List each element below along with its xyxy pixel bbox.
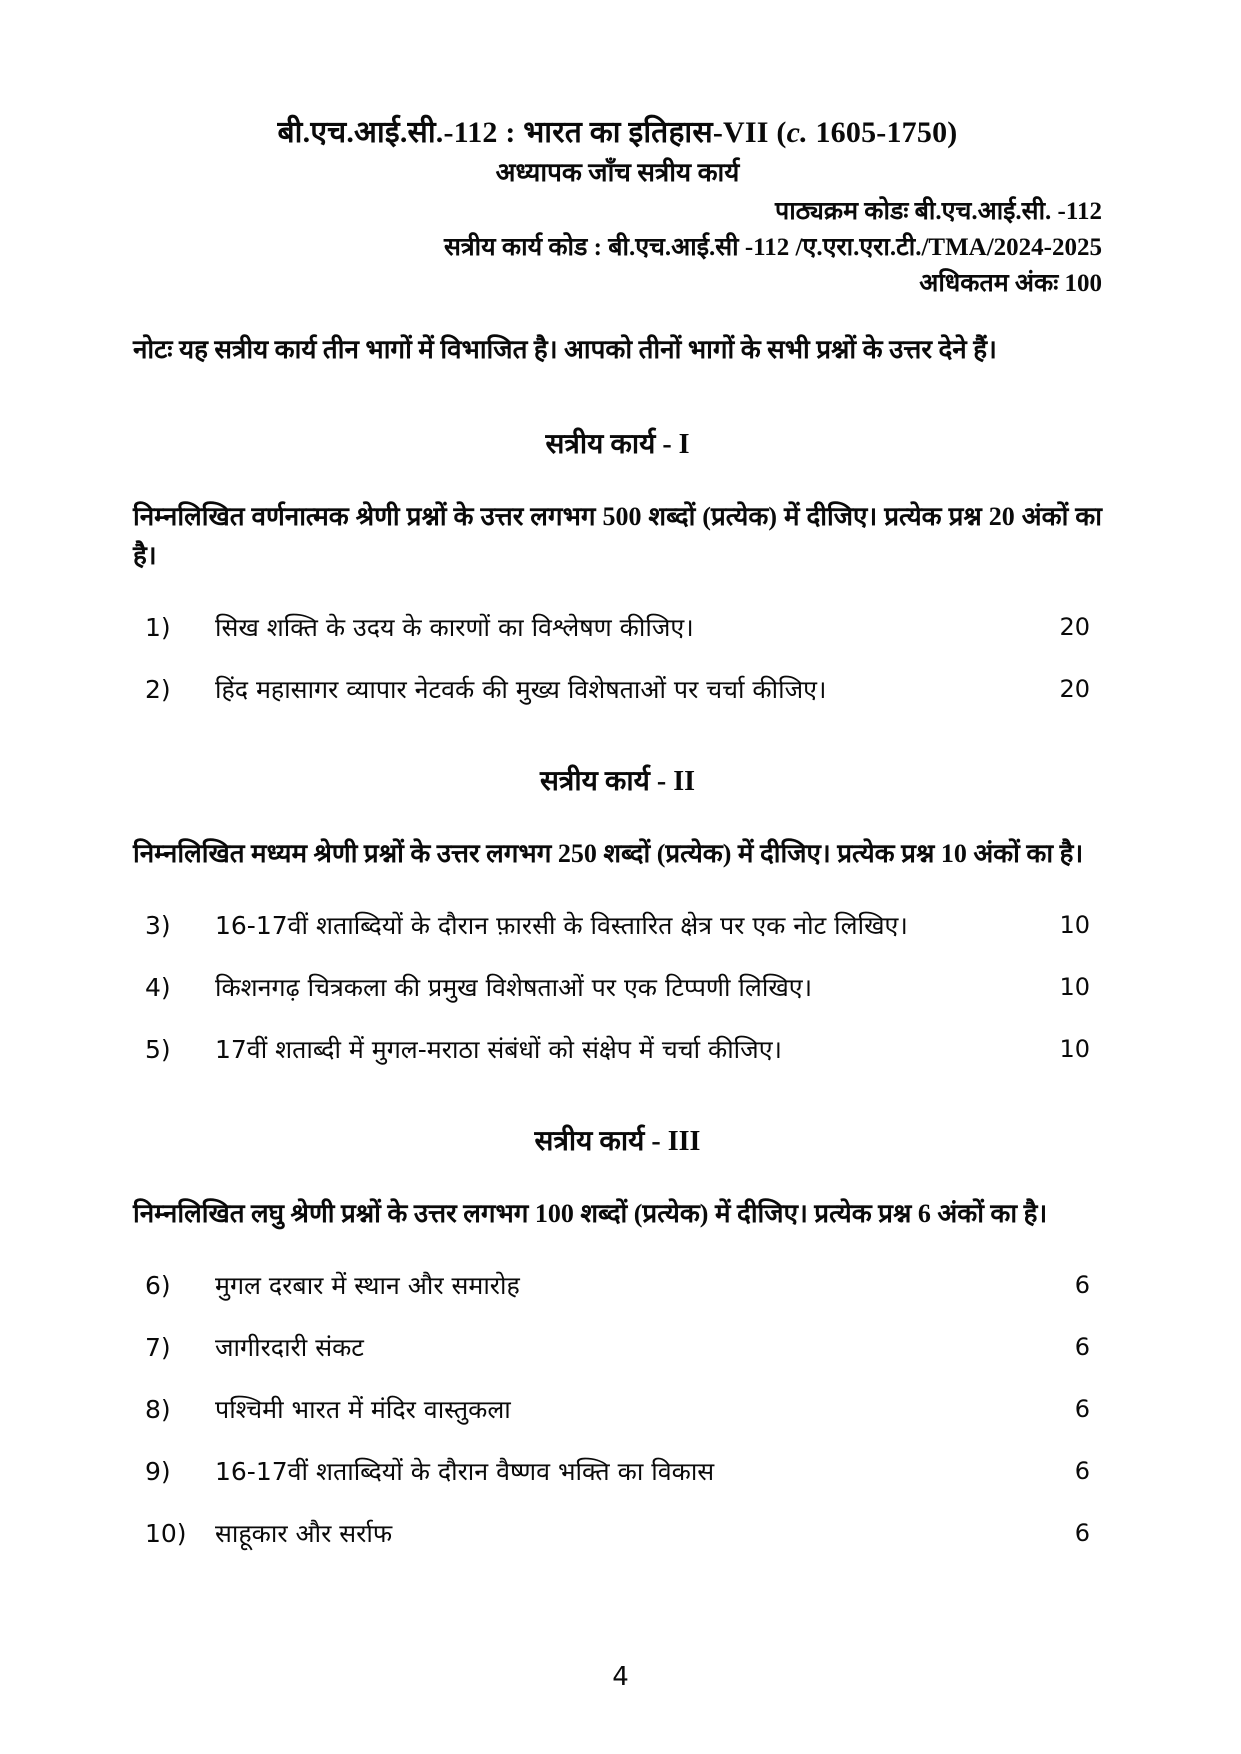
question-row: [133, 1393, 1102, 1426]
question-marks: 10: [1059, 973, 1090, 1001]
question-marks: 6: [1074, 1395, 1090, 1423]
question-marks: 20: [1059, 613, 1090, 641]
section-2-instructions: निम्नलिखित मध्यम श्रेणी प्रश्नों के उत्तर लगभग 250 शब्दों (प्रत्येक) में दीजिए। प्रत्येक प्रश्न 10 अंकों का है।: [133, 839, 1084, 868]
question-row: [133, 1455, 1102, 1488]
question-number: 10): [145, 1519, 187, 1548]
question-row: [133, 909, 1102, 942]
question-text: किशनगढ़ चित्रकला की प्रमुख विशेषताओं पर एक टिप्पणी लिखिए।: [215, 973, 813, 1002]
section-2-heading: सत्रीय कार्य - II: [540, 766, 695, 797]
section-1-heading: सत्रीय कार्य - I: [545, 429, 690, 460]
section-3-instructions: निम्नलिखित लघु श्रेणी प्रश्नों के उत्तर लगभग 100 शब्दों (प्रत्येक) में दीजिए। प्रत्येक प्रश्न 6 अंकों का है।: [133, 1199, 1048, 1228]
question-row: [133, 971, 1102, 1004]
question-marks: 10: [1059, 1035, 1090, 1063]
course-title-main: बी.एच.आई.सी.-112 : भारत का इतिहास-VII: [277, 116, 769, 149]
course-title-circa: (c. 1605-1750): [776, 116, 958, 149]
question-text: साहूकार और सर्राफ: [215, 1519, 393, 1548]
question-number: 4): [145, 973, 171, 1002]
assignment-subtitle: अध्यापक जाँच सत्रीय कार्य: [495, 158, 740, 187]
question-text: 16-17वीं शताब्दियों के दौरान फ़ारसी के विस्तारित क्षेत्र पर एक नोट लिखिए।: [215, 911, 908, 940]
question-text: 17वीं शताब्दी में मुगल-मराठा संबंधों को संक्षेप में चर्चा कीजिए।: [215, 1035, 783, 1064]
question-text: जागीरदारी संकट: [215, 1333, 364, 1362]
question-text: हिंद महासागर व्यापार नेटवर्क की मुख्य विशेषताओं पर चर्चा कीजिए।: [215, 675, 827, 704]
max-marks-line: अधिकतम अंकः 100: [919, 270, 1102, 297]
section-1-questions: [133, 611, 1102, 706]
question-text: मुगल दरबार में स्थान और समारोह: [215, 1271, 520, 1300]
question-marks: 6: [1074, 1333, 1090, 1361]
question-number: 9): [145, 1457, 171, 1486]
question-row: [133, 611, 1102, 644]
question-marks: 6: [1074, 1519, 1090, 1547]
question-row: [133, 1269, 1102, 1302]
question-row: [133, 673, 1102, 706]
course-title: [133, 112, 1102, 154]
question-number: 5): [145, 1035, 171, 1064]
course-code-line: पाठ्यक्रम कोडः बी.एच.आई.सी. -112: [775, 198, 1102, 225]
question-number: 2): [145, 675, 171, 704]
header-code-block: [133, 194, 1102, 302]
question-row: [133, 1331, 1102, 1364]
question-marks: 20: [1059, 675, 1090, 703]
assignment-note: नोटः यह सत्रीय कार्य तीन भागों में विभाजित है। आपको तीनों भागों के सभी प्रश्नों के उत्तर देने हैं।: [133, 335, 997, 364]
question-row: [133, 1517, 1102, 1550]
question-marks: 6: [1074, 1271, 1090, 1299]
question-marks: 6: [1074, 1457, 1090, 1485]
question-number: 1): [145, 613, 171, 642]
assignment-code-line: सत्रीय कार्य कोड : बी.एच.आई.सी -112 /ए.एरा.एरा.टी./TMA/2024-2025: [443, 234, 1102, 261]
question-number: 7): [145, 1333, 171, 1362]
page-number: 4: [612, 1662, 629, 1692]
question-text: पश्चिमी भारत में मंदिर वास्तुकला: [215, 1395, 511, 1424]
question-row: [133, 1033, 1102, 1066]
section-1-instructions: निम्नलिखित वर्णनात्मक श्रेणी प्रश्नों के उत्तर लगभग 500 शब्दों (प्रत्येक) में दीजिए। प्रत्येक प्रश्न 20 अंकों का है।: [133, 502, 1102, 570]
section-3-questions: [133, 1269, 1102, 1550]
question-number: 3): [145, 911, 171, 940]
section-2-questions: [133, 909, 1102, 1066]
question-marks: 10: [1059, 911, 1090, 939]
question-text: सिख शक्ति के उदय के कारणों का विश्लेषण कीजिए।: [215, 613, 694, 642]
section-3-heading: सत्रीय कार्य - III: [534, 1126, 701, 1157]
question-number: 8): [145, 1395, 171, 1424]
question-number: 6): [145, 1271, 171, 1300]
question-text: 16-17वीं शताब्दियों के दौरान वैष्णव भक्ति का विकास: [215, 1457, 715, 1486]
